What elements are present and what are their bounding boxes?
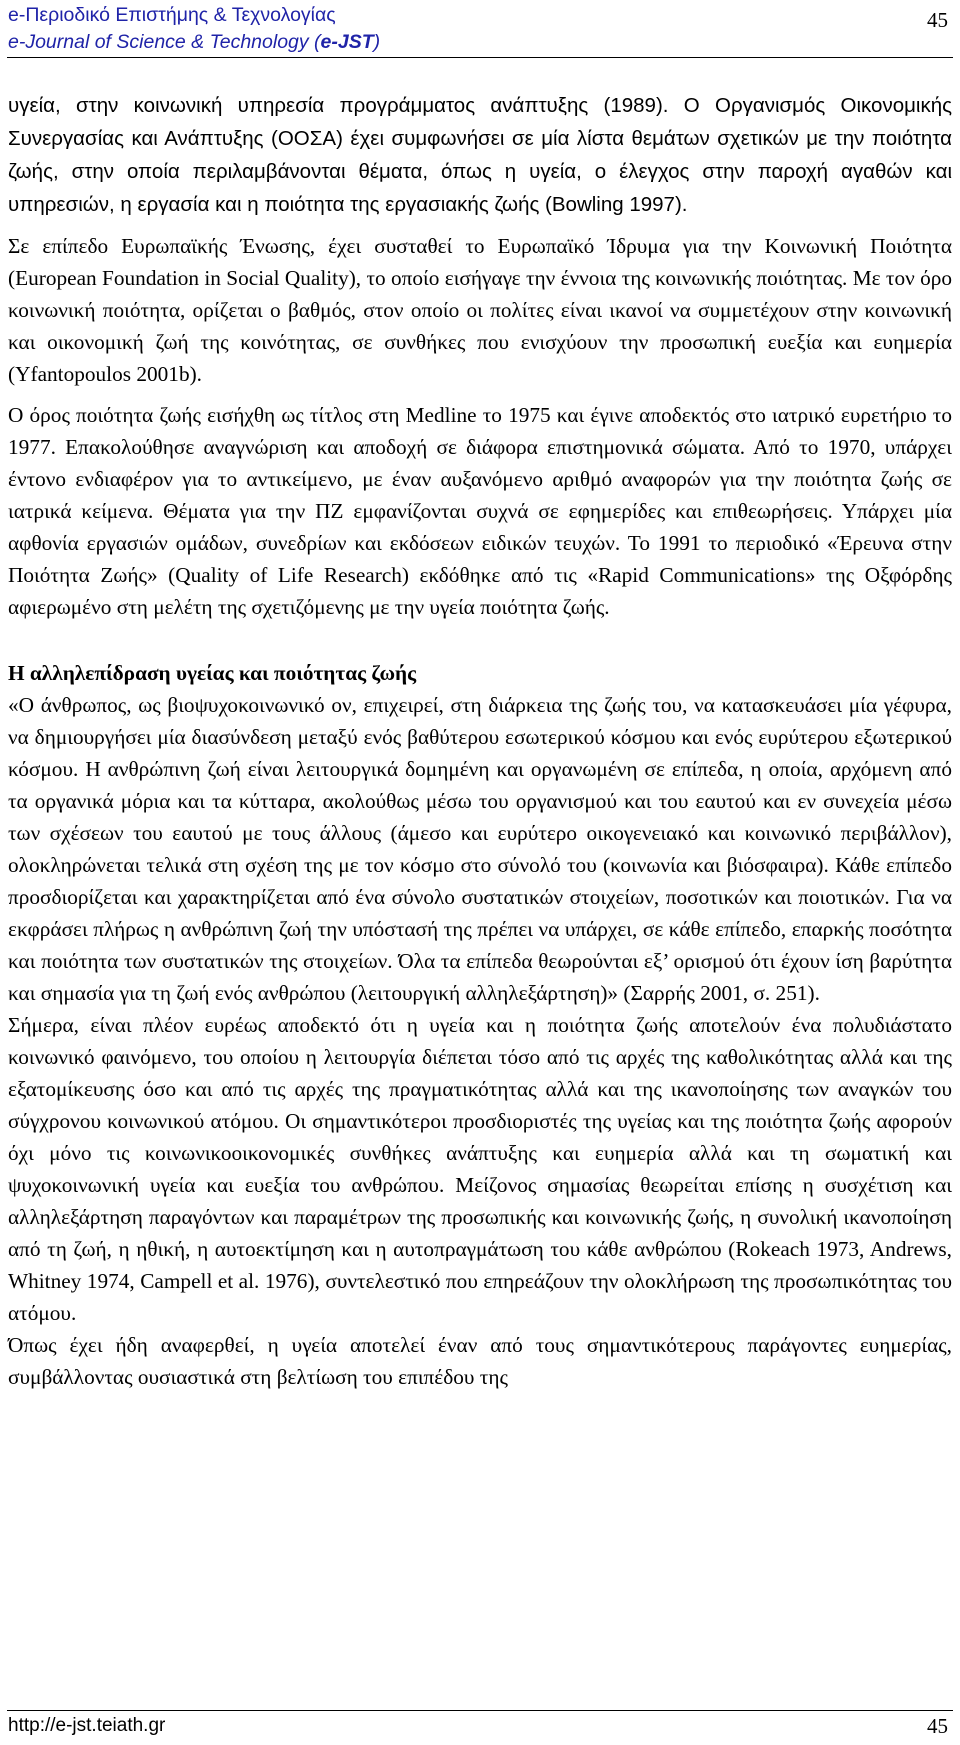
page-footer <box>8 1713 952 1741</box>
journal-abbreviation: e-JST <box>320 31 374 53</box>
paragraph-4-quote: «Ο άνθρωπος, ως βιοψυχοκοινωνικό ον, επιχειρεί, στη διάρκεια της ζωής του, να κατασκευάσει μία γέφυρα, να δημιουργήσει μία διασύνδεση μεταξύ ενός βαθύτερου εσωτερικού κόσμου και ενός ευρύτερου εξωτερικού κόσμου. Η ανθρώπινη ζωή είναι λειτουργικά δομημένη και οργανωμένη σε επίπεδα, η οποία, αρχόμενη από τα οργανικά μόρια και τα κύτταρα, ακολούθως μέσω του οργανισμού και του εαυτού και εν συνεχεία μέσω των σχέσεων του εαυτού με τους άλλους (άμεσο και ευρύτερο οικογενειακό και κοινωνικό περιβάλλον), ολοκληρώνεται τελικά στη σχέση της με τον κόσμο στο σύνολό του (κοινωνία και βιόσφαιρα). Κάθε επίπεδο προσδιορίζεται και χαρακτηρίζεται από ένα σύνολο συστατικών στοιχείων, ποσοτικών και ποιοτικών. Για να εκφράσει πλήρως η ανθρώπινη ζωή την υπόστασή της πρέπει να υπάρχει, σε κάθε επίπεδο, επαρκής ποσότητα και ποιότητα των συστατικών της στοιχείων. Όλα τα επίπεδα θεωρούνται εξ’ ορισμού ότι έχουν ίση βαρύτητα και σημασία για τη ζωή ενός ανθρώπου (λειτουργική αλληλεξάρτηση)» (Σαρρής 2001, σ. 251). <box>8 693 952 1005</box>
paragraph-2: Σε επίπεδο Ευρωπαϊκής Ένωσης, έχει συσταθεί το Ευρωπαϊκό Ίδρυμα για την Κοινωνική Ποιότητα (European Foundation in Social Quality), το οποίο εισήγαγε την έννοια της κοινωνικής ποιότητας. Με τον όρο κοινωνική ποιότητα, ορίζεται ο βαθμός, στον οποίο οι πολίτες είναι ικανοί να συμμετέχουν στην κοινωνική και οικονομική ζωή της κοινότητας, σε συνθήκες που ενισχύουν την προσωπική ευεξία και ευημερία (Yfantopoulos 2001b). <box>8 234 952 386</box>
section-heading: Η αλληλεπίδραση υγείας και ποιότητας ζωής <box>8 661 417 685</box>
paragraph-1-text: υγεία, στην κοινωνική υπηρεσία προγράμματος ανάπτυξης (1989). Ο Οργανισμός Οικονομικής Συνεργασίας και Ανάπτυξης (ΟΟΣΑ) έχει συμφωνήσει σε μία λίστα θεμάτων σχετικών με την ποιότητα ζωής, στην οποία περιλαμβάνονται θέματα, όπως η υγεία, ο έλεγχος στην παροχή αγαθών και υπηρεσιών, η εργασία και η ποιότητα της εργασιακής ζωής (Bowling 1997). <box>8 94 952 216</box>
header-page-number: 45 <box>927 8 948 32</box>
footer-page-number: 45 <box>927 1714 948 1738</box>
page-header <box>8 2 952 56</box>
footer-divider <box>7 1710 953 1711</box>
footer-url-link[interactable]: http://e-jst.teiath.gr <box>8 1715 166 1736</box>
journal-title-greek: e-Περιοδικό Επιστήμης & Τεχνολογίας <box>8 4 336 26</box>
paragraph-1 <box>8 89 952 221</box>
paragraph-5: Σήμερα, είναι πλέον ευρέως αποδεκτό ότι η υγεία και η ποιότητα ζωής αποτελούν ένα πολυδιάστατο κοινωνικό φαινόμενο, του οποίου η λειτουργία διέπεται τόσο από τις αρχές της καθολικότητας αλλά και της εξατομίκευσης όσο και από τις αρχές της πραγματικότητας αλλά και της ικανοποίησης των αναγκών του σύγχρονου κοινωνικού ατόμου. Οι σημαντικότεροι προσδιοριστές της υγείας και της ποιότητα ζωής αφορούν όχι μόνο τις κοινωνικοοικονομικές συνθήκες ανάπτυξης και ευημερία αλλά και τη σωματική και ψυχοκοινωνική υγεία και ευεξία του ανθρώπου. Μείζονος σημασίας θεωρείται επίσης η συσχέτιση και αλληλεξάρτηση παραγόντων και παραμέτρων της προσωπικής και κοινωνικής ζωής, η συνολική ικανοποίηση από τη ζωή, η ηθική, η αυτοεκτίμηση και η αυτοπραγμάτωση του κάθε ανθρώπου (Rokeach 1973, Andrews, Whitney 1974, Campell et al. 1976), συντελεστικό που επηρεάζουν την ολοκλήρωση της προσωπικότητας του ατόμου. <box>8 1013 952 1325</box>
article-body <box>8 89 952 1393</box>
journal-title-english <box>8 29 952 56</box>
paragraph-3: Ο όρος ποιότητα ζωής εισήχθη ως τίτλος στη Medline το 1975 και έγινε αποδεκτός στο ιατρικό ευρετήριο το 1977. Επακολούθησε αναγνώριση και αποδοχή σε διάφορα επιστημονικά σώματα. Από το 1970, υπάρχει έντονο ενδιαφέρον για το αντικείμενο, με έναν αυξανόμενο αριθμό αναφορών για την ποιότητα ζωής σε ιατρικά κείμενα. Θέματα για την ΠΖ εμφανίζονται συχνά σε εφημερίδες και επιθεωρήσεις. Υπάρχει μία αφθονία εργασιών ομάδων, συνεδρίων και εκδόσεων ειδικών τευχών. Το 1991 το περιοδικό «Έρευνα στην Ποιότητα Ζωής» (Quality of Life Research) εκδόθηκε από τις «Rapid Communications» της Οξφόρδης αφιερωμένο στη μελέτη της σχετιζόμενης με την υγεία ποιότητα ζωής. <box>8 403 952 619</box>
journal-title-english-suffix: ) <box>373 31 381 53</box>
header-divider <box>7 57 953 58</box>
journal-title-english-prefix: e-Journal of Science & Technology ( <box>8 31 321 53</box>
paragraph-6: Όπως έχει ήδη αναφερθεί, η υγεία αποτελεί έναν από τους σημαντικότερους παράγοντες ευημερίας, συμβάλλοντας ουσιαστικά στη βελτίωση του επιπέδου της <box>8 1333 952 1389</box>
